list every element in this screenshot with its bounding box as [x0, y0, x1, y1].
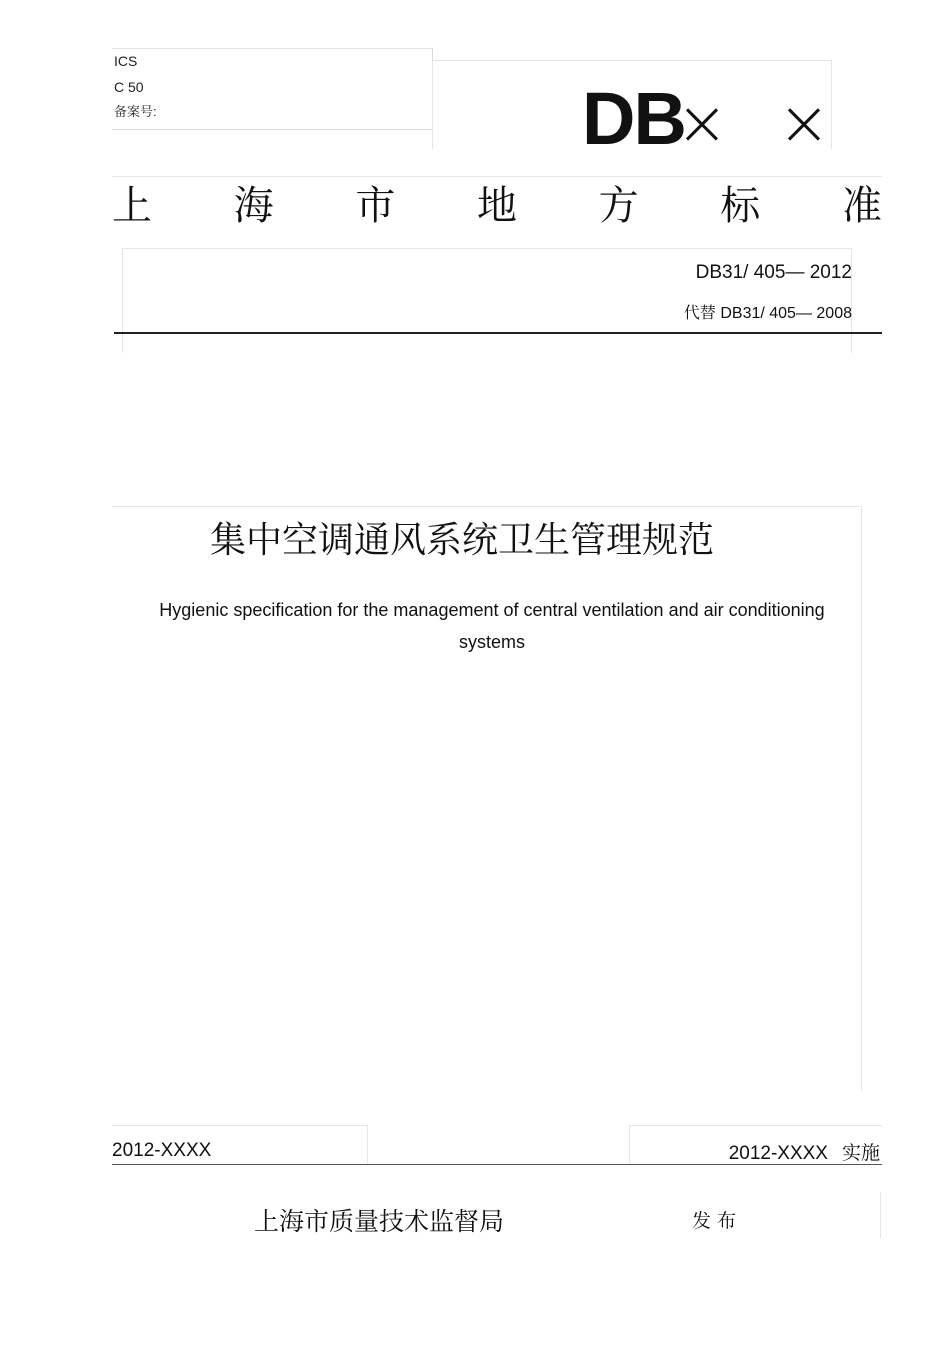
standard-type-char: 地 [476, 183, 517, 229]
standard-type-char: 上 [112, 183, 152, 229]
info-box [112, 48, 433, 130]
standard-type-char: 准 [841, 183, 882, 229]
title-english: Hygienic specification for the management of central ventilation and air conditioning systems [159, 600, 825, 652]
standard-type-char: 标 [720, 183, 761, 229]
header-divider [114, 332, 882, 334]
db-logo: DB [582, 77, 685, 160]
standard-type-char: 方 [598, 183, 639, 229]
issue-date: 2012-XXXX [112, 1140, 212, 1161]
implement-date: 2012-XXXX [728, 1143, 828, 1164]
standard-type-char: 市 [355, 183, 396, 229]
record-number-label: 备案号: [114, 104, 157, 119]
implement-label: 实施 [841, 1142, 880, 1164]
footer-divider [112, 1164, 882, 1165]
publish-edge-line [880, 1192, 881, 1238]
standard-number: DB31/ 405— 2012 [695, 262, 852, 283]
standard-type-row [112, 176, 882, 235]
implement-date-group [729, 1138, 880, 1165]
db-suffix-marks: ×× [676, 86, 880, 159]
issuing-authority: 上海市质量技术监督局 [254, 1207, 505, 1236]
publish-label: 发布 [692, 1210, 743, 1232]
ics-label: ICS [114, 53, 138, 69]
replaces-standard: 代替 DB31/ 405— 2008 [683, 305, 852, 322]
classification-code: C 50 [114, 79, 144, 95]
standard-type-char: 海 [233, 183, 274, 229]
title-chinese: 集中空调通风系统卫生管理规范 [209, 520, 714, 561]
